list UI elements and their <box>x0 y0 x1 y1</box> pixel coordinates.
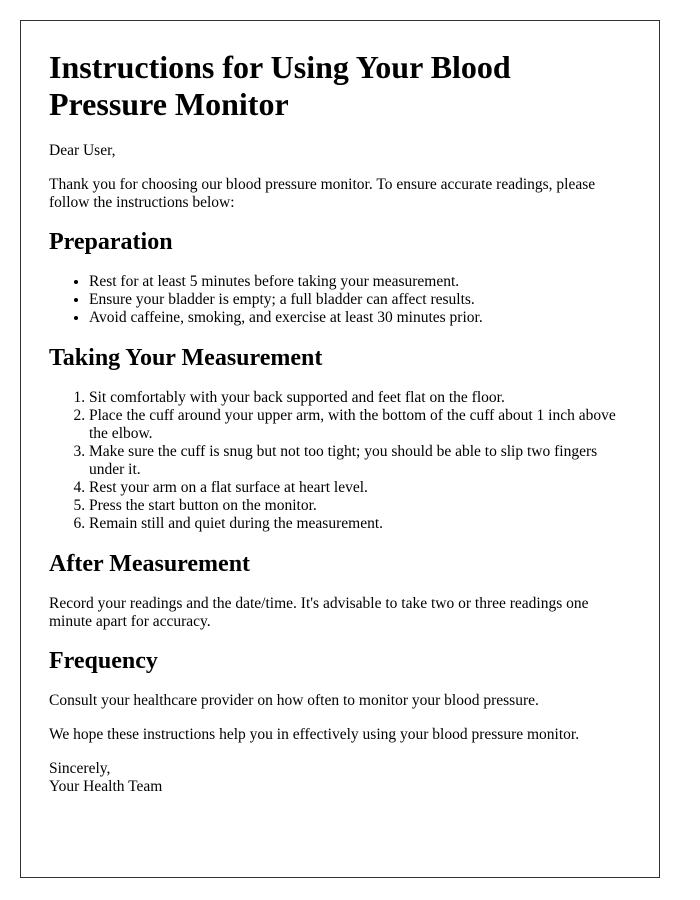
signature: Your Health Team <box>49 778 163 795</box>
list-item: • Avoid caffeine, smoking, and exercise at least 30 minutes prior. <box>89 309 631 327</box>
greeting: Dear User, <box>49 142 116 159</box>
measurement-steps-list <box>49 389 631 533</box>
sign-off-block <box>49 760 631 796</box>
list-item: 5. Press the start button on the monitor. <box>89 497 631 515</box>
after-measurement-paragraph: Record your readings and the date/time. It's advisable to take two or three readings one minute apart for accuracy. <box>49 595 589 630</box>
list-item: 6. Remain still and quiet during the measurement. <box>89 515 631 533</box>
preparation-heading: Preparation <box>49 229 173 255</box>
sign-off: Sincerely, <box>49 760 111 777</box>
list-item: 4. Rest your arm on a flat surface at heart level. <box>89 479 631 497</box>
letter-container <box>20 20 660 878</box>
list-item: 3. Make sure the cuff is snug but not too tight; you should be able to slip two fingers under it. <box>89 443 631 479</box>
list-item: • Rest for at least 5 minutes before taking your measurement. <box>89 273 631 291</box>
measurement-heading: Taking Your Measurement <box>49 345 323 371</box>
list-item: 1. Sit comfortably with your back supported and feet flat on the floor. <box>89 389 631 407</box>
frequency-heading: Frequency <box>49 648 158 674</box>
list-item: 2. Place the cuff around your upper arm, with the bottom of the cuff about 1 inch above the elbow. <box>89 407 631 443</box>
intro-paragraph: Thank you for choosing our blood pressure monitor. To ensure accurate readings, please follow the instructions below: <box>49 176 596 211</box>
preparation-list <box>49 273 631 327</box>
list-item: • Ensure your bladder is empty; a full bladder can affect results. <box>89 291 631 309</box>
closing-note: We hope these instructions help you in effectively using your blood pressure monitor. <box>49 726 580 743</box>
after-measurement-heading: After Measurement <box>49 551 251 577</box>
frequency-paragraph: Consult your healthcare provider on how often to monitor your blood pressure. <box>49 692 539 709</box>
letter-title: Instructions for Using Your Blood Pressure Monitor <box>49 49 511 122</box>
